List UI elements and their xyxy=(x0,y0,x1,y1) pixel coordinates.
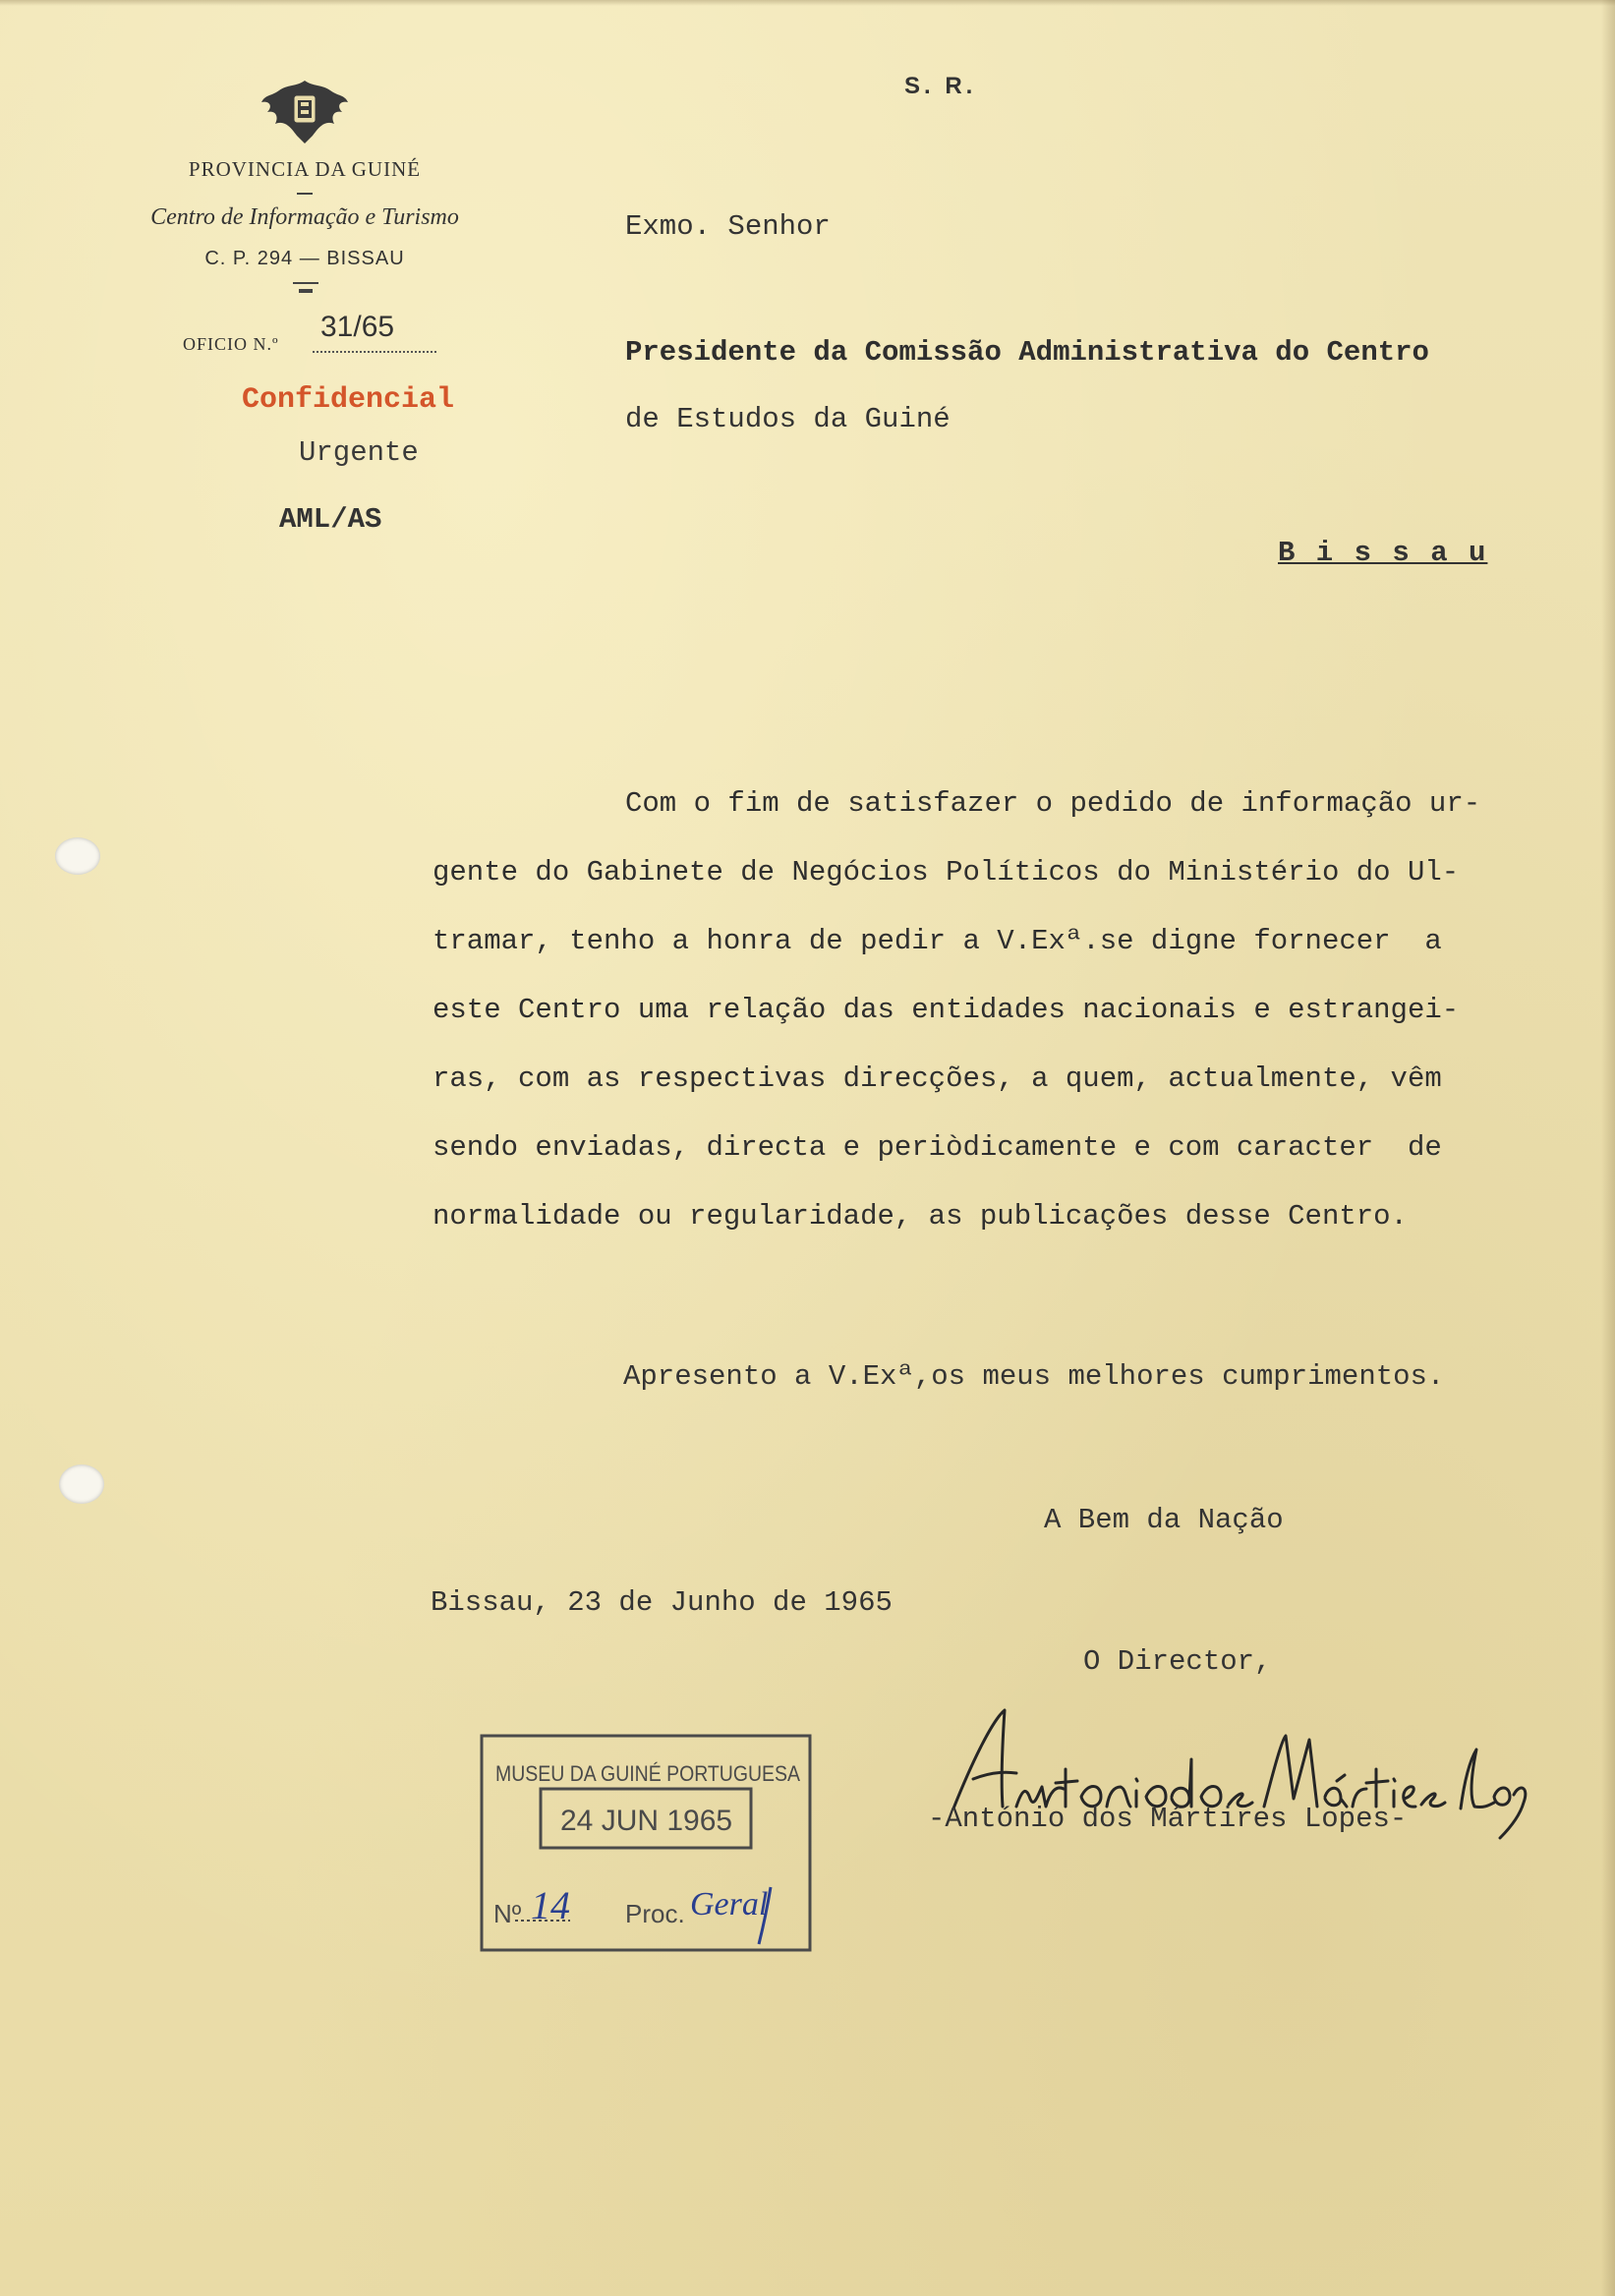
body-line: gente do Gabinete de Negócios Políticos do Ministério do Ul- xyxy=(433,856,1460,889)
body-line: ras, com as respectivas direcções, a quem, actualmente, vêm xyxy=(433,1062,1442,1095)
body-line: normalidade ou regularidade, as publicações desse Centro. xyxy=(433,1200,1408,1233)
letter-date: Bissau, 23 de Junho de 1965 xyxy=(431,1586,893,1619)
sr-header: S. R. xyxy=(904,73,977,99)
stamp-proc-label: Proc. xyxy=(625,1899,685,1928)
body-line: Com o fim de satisfazer o pedido de informação ur- xyxy=(625,787,1481,820)
divider xyxy=(297,193,313,195)
stamp-date: 24 JUN 1965 xyxy=(560,1805,733,1837)
divider xyxy=(293,282,318,284)
valediction: A Bem da Nação xyxy=(1044,1504,1284,1536)
reference-initials: AML/AS xyxy=(279,503,382,536)
punch-hole xyxy=(59,1464,104,1504)
letterhead-address: C. P. 294 — BISSAU xyxy=(204,248,405,269)
stamp-no-value: 14 xyxy=(531,1883,570,1927)
museum-receipt-stamp xyxy=(476,1728,820,1960)
oficio-number: 31/65 xyxy=(320,311,395,343)
salutation: Exmo. Senhor xyxy=(625,210,831,243)
body-line: tramar, tenho a honra de pedir a V.Exª.se digne fornecer a xyxy=(433,925,1442,957)
oficio-label: OFICIO N.º xyxy=(183,334,279,354)
confidential-mark: Confidencial xyxy=(242,383,455,417)
recipient-line-2: de Estudos da Guiné xyxy=(625,403,951,435)
stamp-museum-text: MUSEU DA GUINÉ PORTUGUESA xyxy=(495,1761,801,1786)
punch-hole xyxy=(55,837,100,875)
closing-sentence: Apresento a V.Exª,os meus melhores cumprimentos. xyxy=(623,1360,1445,1393)
coat-of-arms-icon xyxy=(258,77,352,147)
recipient-line-1: Presidente da Comissão Administrativa do Centro xyxy=(625,336,1429,369)
divider xyxy=(299,289,313,293)
body-line: sendo enviadas, directa e periòdicamente e com caracter de xyxy=(433,1131,1442,1164)
letterhead-province: PROVINCIA DA GUINÉ xyxy=(188,157,422,181)
stamp-proc-value: Geral xyxy=(690,1886,769,1923)
body-line: este Centro uma relação das entidades nacionais e estrangei- xyxy=(433,994,1460,1026)
paper-top-edge xyxy=(0,0,1615,6)
recipient-city: B i s s a u xyxy=(1278,537,1488,569)
oficio-dotted-line xyxy=(313,351,436,353)
signer-title: O Director, xyxy=(1083,1645,1272,1678)
paper-right-edge xyxy=(1601,0,1615,2296)
letterhead-centre: Centro de Informação e Turismo xyxy=(150,204,459,230)
urgent-mark: Urgente xyxy=(299,436,419,469)
stamp-no-label: Nº xyxy=(493,1899,522,1928)
signer-name: -António dos Mártires Lopes- xyxy=(928,1803,1408,1835)
letter-body xyxy=(433,782,1573,1264)
